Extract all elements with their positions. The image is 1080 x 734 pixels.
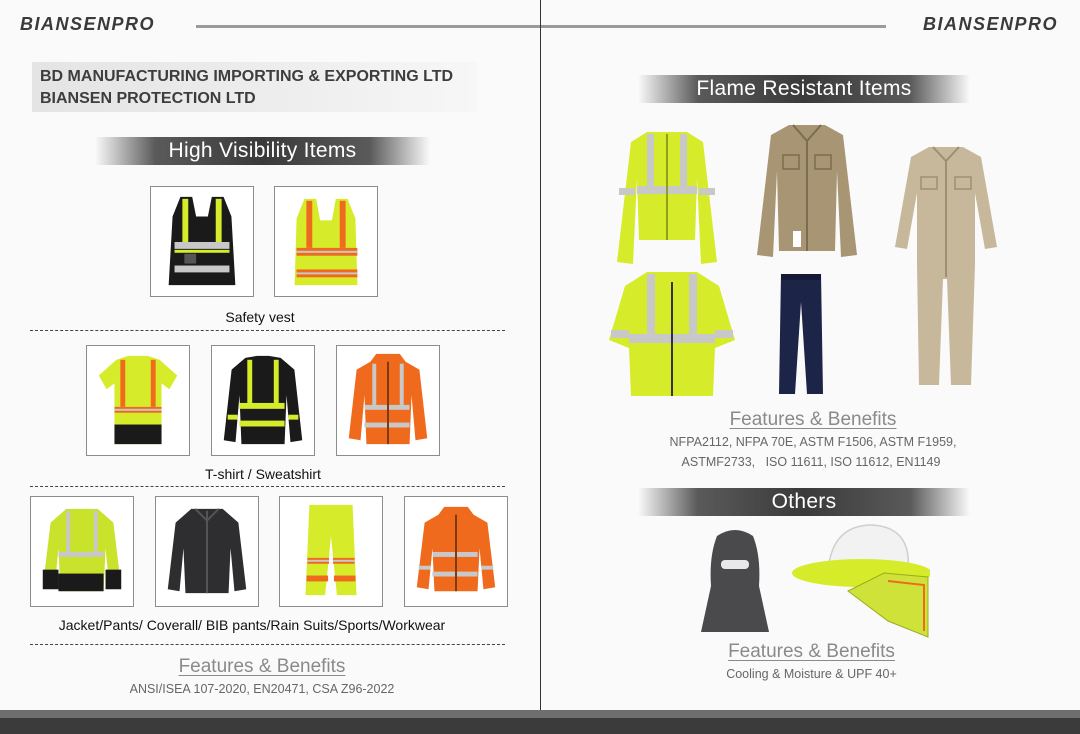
fr-work-shirt-icon[interactable] (753, 121, 861, 263)
section-banner-flame-resistant: Flame Resistant Items (638, 75, 970, 103)
fr-coverall-icon[interactable] (891, 143, 1001, 389)
orange-mesh-vest-icon[interactable] (274, 186, 378, 297)
hi-vis-pants-icon[interactable] (279, 496, 383, 607)
caption-safety-vest: Safety vest (225, 309, 295, 325)
divider (30, 644, 505, 645)
features-benefits-heading-left: Features & Benefits (178, 656, 346, 677)
standards-text-right-line1: NFPA2112, NFPA 70E, ASTM F1506, ASTM F1959, (669, 435, 957, 449)
right-page (541, 0, 1080, 710)
rain-jacket-icon[interactable] (404, 496, 508, 607)
caption-tshirt-sweatshirt: T-shirt / Sweatshirt (205, 466, 321, 482)
section-banner-high-visibility: High Visibility Items (95, 137, 430, 165)
company-name-box (32, 62, 477, 112)
caption-jacket-pants: Jacket/Pants/ Coverall/ BIB pants/Rain Suits/Sports/Workwear (58, 617, 446, 633)
hi-vis-tshirt-icon[interactable] (86, 345, 190, 456)
divider (30, 486, 505, 487)
fr-hi-vis-vest-icon[interactable] (607, 268, 737, 400)
bomber-jacket-icon[interactable] (30, 496, 134, 607)
balaclava-icon[interactable] (699, 526, 771, 636)
features-benefits-heading-others: Features & Benefits (728, 641, 895, 662)
others-benefits-text: Cooling & Moisture & UPF 40+ (726, 667, 897, 681)
fleece-jacket-icon[interactable] (155, 496, 259, 607)
brand-logo-right: BIANSENPRO (922, 14, 1058, 34)
standards-text-left: ANSI/ISEA 107-2020, EN20471, CSA Z96-2022 (129, 682, 395, 696)
left-page (0, 0, 540, 710)
black-sweatshirt-icon[interactable] (211, 345, 315, 456)
hard-hat-sunshade-icon[interactable] (788, 521, 930, 641)
company-name-line1: BD MANUFACTURING IMPORTING & EXPORTING LTD (40, 68, 454, 85)
section-banner-others: Others (638, 488, 970, 516)
black-hi-vis-vest-icon[interactable] (150, 186, 254, 297)
fr-hi-vis-jacket-icon[interactable] (613, 128, 721, 268)
company-name-line2: BIANSEN PROTECTION LTD (40, 90, 256, 107)
header-rule-right (541, 25, 886, 28)
divider (30, 330, 505, 331)
brand-logo-left: BIANSENPRO (20, 14, 156, 34)
fr-pants-icon[interactable] (777, 272, 825, 396)
features-benefits-heading-right: Features & Benefits (729, 409, 897, 430)
page-footer-bar (0, 710, 1080, 734)
standards-text-right-line2: ASTMF2733, ISO 11611, ISO 11612, EN1149 (681, 455, 941, 469)
orange-hoodie-icon[interactable] (336, 345, 440, 456)
header-rule-left (196, 25, 540, 28)
